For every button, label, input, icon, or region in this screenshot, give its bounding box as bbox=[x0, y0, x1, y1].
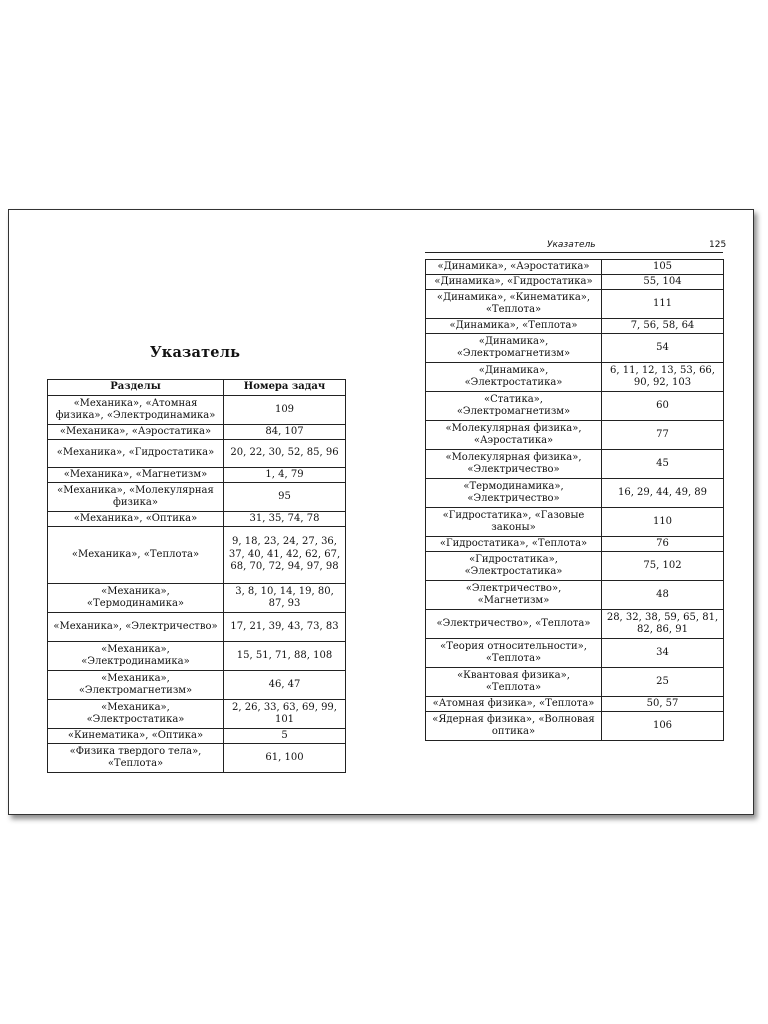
section-cell: «Статика», «Электромагнетизм» bbox=[426, 392, 602, 421]
problems-cell: 45 bbox=[602, 450, 724, 479]
problems-cell: 9, 18, 23, 24, 27, 36, 37, 40, 41, 42, 62, 67, 68, 70, 72, 94, 97, 98 bbox=[224, 527, 346, 584]
section-cell: «Гидростатика», «Газовые законы» bbox=[426, 508, 602, 537]
problems-cell: 28, 32, 38, 59, 65, 81, 82, 86, 91 bbox=[602, 610, 724, 639]
table-row bbox=[426, 392, 724, 421]
problems-cell: 95 bbox=[224, 483, 346, 512]
table-row bbox=[426, 639, 724, 668]
problems-cell: 111 bbox=[602, 290, 724, 319]
problems-cell: 31, 35, 74, 78 bbox=[224, 512, 346, 527]
table-row bbox=[48, 527, 346, 584]
section-cell: «Динамика», «Кинематика», «Теплота» bbox=[426, 290, 602, 319]
problems-cell: 61, 100 bbox=[224, 744, 346, 773]
section-cell: «Квантовая физика», «Теплота» bbox=[426, 668, 602, 697]
problems-cell: 20, 22, 30, 52, 85, 96 bbox=[224, 440, 346, 468]
left-page bbox=[9, 210, 381, 814]
section-cell: «Электричество», «Теплота» bbox=[426, 610, 602, 639]
problems-cell: 6, 11, 12, 13, 53, 66, 90, 92, 103 bbox=[602, 363, 724, 392]
table-row bbox=[48, 425, 346, 440]
problems-cell: 25 bbox=[602, 668, 724, 697]
problems-cell: 105 bbox=[602, 260, 724, 275]
section-cell: «Механика», «Теплота» bbox=[48, 527, 224, 584]
page-number: 125 bbox=[709, 240, 727, 250]
section-cell: «Теория относительности», «Теплота» bbox=[426, 639, 602, 668]
problems-cell: 75, 102 bbox=[602, 552, 724, 581]
section-cell: «Молекулярная физика», «Аэростатика» bbox=[426, 421, 602, 450]
table-row bbox=[48, 642, 346, 671]
section-cell: «Динамика», «Аэростатика» bbox=[426, 260, 602, 275]
section-cell: «Динамика», «Электромагнетизм» bbox=[426, 334, 602, 363]
problems-cell: 1, 4, 79 bbox=[224, 468, 346, 483]
table-row bbox=[426, 450, 724, 479]
section-cell: «Механика», «Электростатика» bbox=[48, 700, 224, 729]
section-cell: «Молекулярная физика», «Электричество» bbox=[426, 450, 602, 479]
section-cell: «Механика», «Оптика» bbox=[48, 512, 224, 527]
column-header-sections: Разделы bbox=[48, 380, 224, 396]
table-row bbox=[426, 363, 724, 392]
table-row bbox=[426, 275, 724, 290]
problems-cell: 5 bbox=[224, 729, 346, 744]
table-row bbox=[426, 260, 724, 275]
problems-cell: 60 bbox=[602, 392, 724, 421]
section-cell: «Механика», «Атомная физика», «Электродинамика» bbox=[48, 396, 224, 425]
table-row bbox=[426, 552, 724, 581]
table-row bbox=[48, 729, 346, 744]
section-cell: «Механика», «Аэростатика» bbox=[48, 425, 224, 440]
section-cell: «Механика», «Электродинамика» bbox=[48, 642, 224, 671]
table-row bbox=[48, 396, 346, 425]
section-cell: «Механика», «Термодинамика» bbox=[48, 584, 224, 613]
section-cell: «Механика», «Гидростатика» bbox=[48, 440, 224, 468]
running-title: Указатель bbox=[547, 240, 596, 250]
section-cell: «Термодинамика», «Электричество» bbox=[426, 479, 602, 508]
table-row bbox=[48, 700, 346, 729]
table-row bbox=[426, 697, 724, 712]
table-row bbox=[48, 613, 346, 642]
index-table-right bbox=[425, 259, 724, 741]
table-row bbox=[426, 581, 724, 610]
section-cell: «Механика», «Магнетизм» bbox=[48, 468, 224, 483]
table-row bbox=[426, 479, 724, 508]
table-row bbox=[426, 421, 724, 450]
table-header-row bbox=[48, 380, 346, 396]
problems-cell: 2, 26, 33, 63, 69, 99, 101 bbox=[224, 700, 346, 729]
problems-cell: 50, 57 bbox=[602, 697, 724, 712]
section-cell: «Электричество», «Магнетизм» bbox=[426, 581, 602, 610]
problems-cell: 76 bbox=[602, 537, 724, 552]
section-cell: «Ядерная физика», «Волновая оптика» bbox=[426, 712, 602, 741]
problems-cell: 54 bbox=[602, 334, 724, 363]
section-cell: «Динамика», «Электростатика» bbox=[426, 363, 602, 392]
problems-cell: 106 bbox=[602, 712, 724, 741]
problems-cell: 3, 8, 10, 14, 19, 80, 87, 93 bbox=[224, 584, 346, 613]
table-row bbox=[48, 440, 346, 468]
problems-cell: 7, 56, 58, 64 bbox=[602, 319, 724, 334]
header-rule bbox=[425, 252, 723, 253]
table-row bbox=[48, 744, 346, 773]
problems-cell: 15, 51, 71, 88, 108 bbox=[224, 642, 346, 671]
table-row bbox=[48, 512, 346, 527]
table-row bbox=[426, 712, 724, 741]
problems-cell: 34 bbox=[602, 639, 724, 668]
table-row bbox=[426, 319, 724, 334]
section-cell: «Атомная физика», «Теплота» bbox=[426, 697, 602, 712]
table-row bbox=[426, 334, 724, 363]
section-cell: «Механика», «Молекулярная физика» bbox=[48, 483, 224, 512]
problems-cell: 84, 107 bbox=[224, 425, 346, 440]
page-title: Указатель bbox=[149, 344, 241, 361]
problems-cell: 77 bbox=[602, 421, 724, 450]
table-row bbox=[48, 468, 346, 483]
section-cell: «Физика твердого тела», «Теплота» bbox=[48, 744, 224, 773]
table-row bbox=[426, 290, 724, 319]
table-row bbox=[426, 537, 724, 552]
problems-cell: 46, 47 bbox=[224, 671, 346, 700]
problems-cell: 55, 104 bbox=[602, 275, 724, 290]
index-table-left bbox=[47, 379, 346, 773]
section-cell: «Динамика», «Теплота» bbox=[426, 319, 602, 334]
problems-cell: 48 bbox=[602, 581, 724, 610]
section-cell: «Гидростатика», «Электростатика» bbox=[426, 552, 602, 581]
section-cell: «Динамика», «Гидростатика» bbox=[426, 275, 602, 290]
problems-cell: 16, 29, 44, 49, 89 bbox=[602, 479, 724, 508]
section-cell: «Гидростатика», «Теплота» bbox=[426, 537, 602, 552]
table-row bbox=[48, 483, 346, 512]
table-row bbox=[426, 610, 724, 639]
section-cell: «Кинематика», «Оптика» bbox=[48, 729, 224, 744]
book-spread bbox=[8, 209, 754, 815]
table-row bbox=[426, 508, 724, 537]
column-header-problems: Номера задач bbox=[224, 380, 346, 396]
problems-cell: 110 bbox=[602, 508, 724, 537]
problems-cell: 17, 21, 39, 43, 73, 83 bbox=[224, 613, 346, 642]
problems-cell: 109 bbox=[224, 396, 346, 425]
table-row bbox=[426, 668, 724, 697]
section-cell: «Механика», «Электромагнетизм» bbox=[48, 671, 224, 700]
table-row bbox=[48, 671, 346, 700]
section-cell: «Механика», «Электричество» bbox=[48, 613, 224, 642]
table-row bbox=[48, 584, 346, 613]
